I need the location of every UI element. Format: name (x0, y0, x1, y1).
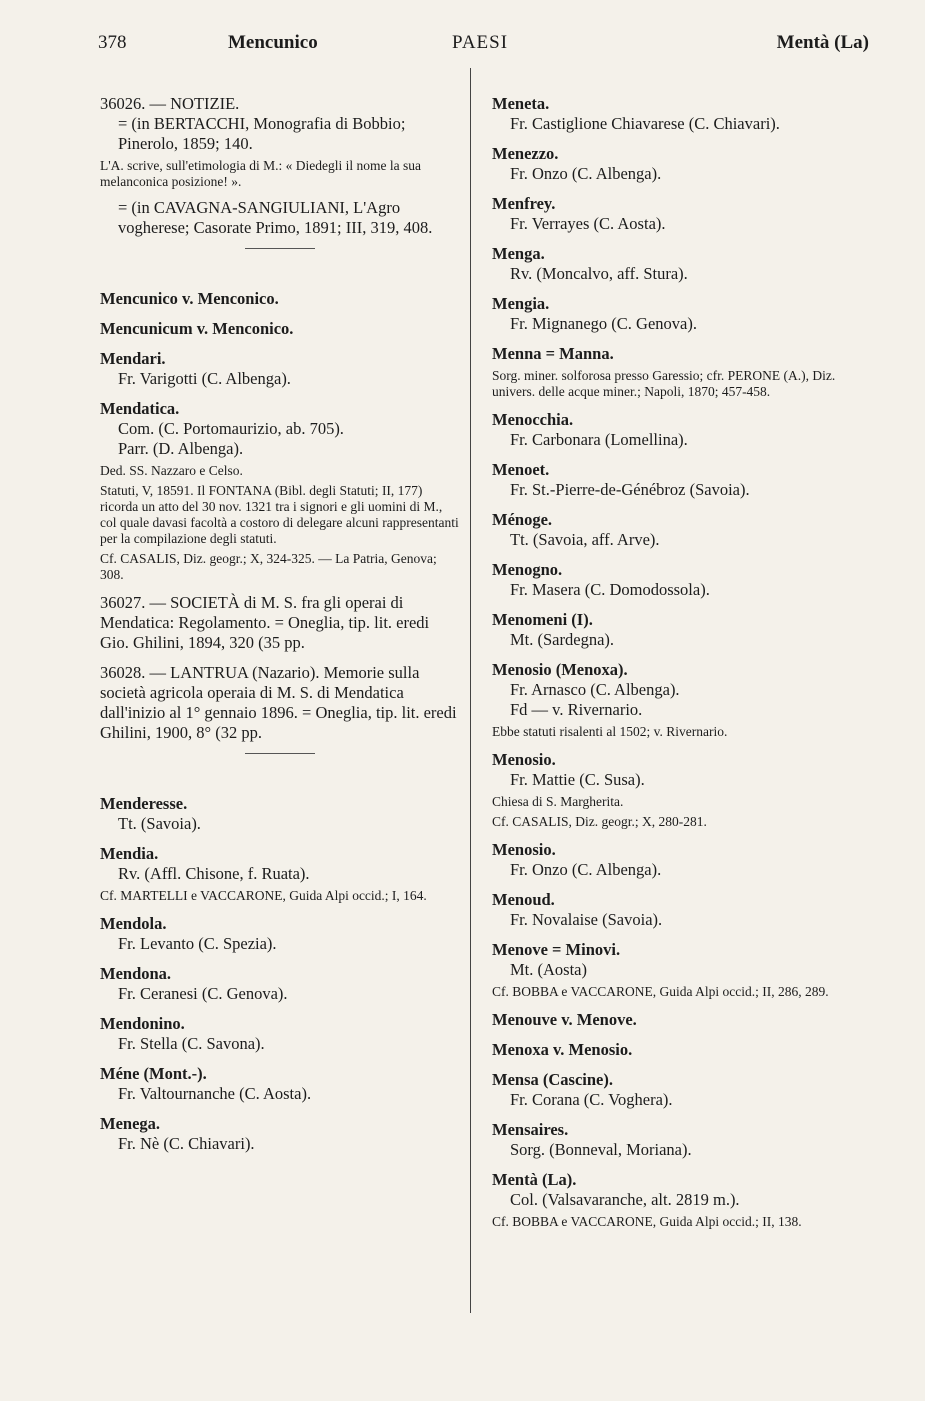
entry-headword: Menouve v. Menove. (492, 1010, 637, 1029)
bib-line: = (in BERTACCHI, Monografia di Bobbio; Pinerolo, 1859; 140. (118, 114, 406, 153)
entry-line: Fr. Masera (C. Domodossola). (510, 580, 710, 599)
entry-note: Statuti, V, 18591. Il FONTANA (Bibl. degli Statuti; II, 177) ricorda un atto del 30 nov. 1321 tra i signori e gli uomini di M., col quale davasi facoltà a costoro di delegare alcuni rappresentanti per la compilazione degli statuti. (100, 483, 459, 546)
entry-headword: Mengia. (492, 294, 550, 313)
entry-headword: Menove = Minovi. (492, 940, 621, 959)
entry-headword: Menderesse. (100, 794, 188, 813)
gazetteer-entry (492, 1010, 870, 1030)
entry-line: Rv. (Affl. Chisone, f. Ruata). (118, 864, 310, 883)
entry-headword: Menezzo. (492, 144, 559, 163)
entry-note: Cf. BOBBA e VACCARONE, Guida Alpi occid.; II, 138. (492, 1214, 802, 1229)
column-divider (470, 68, 471, 1313)
entry-headword: Meneta. (492, 94, 550, 113)
gazetteer-entry (492, 940, 870, 1000)
entry-line: Mt. (Sardegna). (510, 630, 615, 649)
page-number: 378 (98, 32, 127, 53)
gazetteer-entry (492, 1070, 870, 1110)
entry-headword: Menfrey. (492, 194, 556, 213)
gazetteer-entry (492, 344, 870, 400)
entry-note: Cf. CASALIS, Diz. geogr.; X, 280-281. (492, 814, 707, 829)
entry-line: Fr. Varigotti (C. Albenga). (118, 369, 291, 388)
gazetteer-entry (492, 1040, 870, 1060)
gazetteer-entry (492, 610, 870, 650)
header-section: PAESI (452, 32, 509, 53)
separator (245, 248, 315, 249)
gazetteer-entry (492, 510, 870, 550)
right-column (492, 94, 870, 1240)
entry-headword: Mendia. (100, 844, 159, 863)
entry-line: Fr. Carbonara (Lomellina). (510, 430, 688, 449)
gazetteer-entry (492, 1170, 870, 1230)
bib-text: 36028. — LANTRUA (Nazario). Memorie sulla società agricola operaia di M. S. di Mendatica dall'inizio al 1° gennaio 1896. = Oneglia, tip. lit. eredi Ghilini, 1900, 8° (32 pp. (100, 663, 457, 742)
bib-text: 36027. — SOCIETÀ di M. S. fra gli operai di Mendatica: Regolamento. = Oneglia, tip. lit. eredi Gio. Ghilini, 1894, 320 (35 pp. (100, 593, 430, 652)
gazetteer-entry (492, 560, 870, 600)
entry-line: Fr. Valtournanche (C. Aosta). (118, 1084, 312, 1103)
gazetteer-entry (100, 1064, 460, 1104)
bib-number: 36026. — NOTIZIE. (100, 94, 240, 113)
entry-headword: Mendatica. (100, 399, 180, 418)
entry-headword: Mentà (La). (492, 1170, 577, 1189)
entry-line: Fr. St.-Pierre-de-Génébroz (Savoia). (510, 480, 750, 499)
entry-line: Col. (Valsavaranche, alt. 2819 m.). (510, 1190, 740, 1209)
entry-line: Fr. Stella (C. Savona). (118, 1034, 265, 1053)
entry-headword: Mencunicum v. Menconico. (100, 319, 294, 338)
bib-note: L'A. scrive, sull'etimologia di M.: « Diedegli il nome la sua melanconica posizione! ». (100, 158, 421, 189)
gazetteer-entry (492, 750, 870, 830)
separator (245, 753, 315, 754)
gazetteer-entry (492, 1120, 870, 1160)
entry-line: Mt. (Aosta) (510, 960, 587, 979)
entry-headword: Menoet. (492, 460, 550, 479)
entry-line: Fr. Nè (C. Chiavari). (118, 1134, 255, 1153)
entry-headword: Menoxa v. Menosio. (492, 1040, 633, 1059)
entry-note: Sorg. miner. solforosa presso Garessio; cfr. PERONE (A.), Diz. univers. delle acque miner.; Napoli, 1870; 457-458. (492, 368, 836, 399)
entry-line: Fr. Corana (C. Voghera). (510, 1090, 673, 1109)
entry-headword: Menosio. (492, 750, 556, 769)
bib-line: = (in CAVAGNA-SANGIULIANI, L'Agro vogherese; Casorate Primo, 1891; III, 319, 408. (118, 198, 433, 237)
entry-note: Ded. SS. Nazzaro e Celso. (100, 463, 243, 478)
entry-line: Fr. Mignanego (C. Genova). (510, 314, 697, 333)
gazetteer-entry (100, 1014, 460, 1054)
entry-line: Sorg. (Bonneval, Moriana). (510, 1140, 692, 1159)
entry-note: Cf. MARTELLI e VACCARONE, Guida Alpi occid.; I, 164. (100, 888, 427, 903)
page-header (98, 32, 869, 62)
entry-headword: Menosio (Menoxa). (492, 660, 628, 679)
entry-headword: Mensa (Cascine). (492, 1070, 613, 1089)
entry-line: Fr. Onzo (C. Albenga). (510, 164, 662, 183)
entry-line: Fr. Levanto (C. Spezia). (118, 934, 277, 953)
entry-line: Fr. Verrayes (C. Aosta). (510, 214, 666, 233)
gazetteer-entry (100, 914, 460, 954)
entry-headword: Mendonino. (100, 1014, 185, 1033)
entry-line: Fr. Arnasco (C. Albenga). (510, 680, 680, 699)
bib-entry-36028 (100, 663, 460, 743)
bib-entry-36026 (100, 94, 460, 238)
entry-list (100, 794, 460, 1154)
gazetteer-entry (492, 244, 870, 284)
gazetteer-entry (492, 144, 870, 184)
gazetteer-entry (100, 794, 460, 834)
gazetteer-entry (492, 890, 870, 930)
entry-headword: Menomeni (I). (492, 610, 593, 629)
entry-headword: Menoud. (492, 890, 555, 909)
entry-headword: Menosio. (492, 840, 556, 859)
gazetteer-entry (492, 194, 870, 234)
gazetteer-entry (492, 294, 870, 334)
gazetteer-entry (100, 399, 460, 583)
entry-headword: Menna = Manna. (492, 344, 614, 363)
entry-line: Tt. (Savoia, aff. Arve). (510, 530, 660, 549)
entry-list (492, 94, 870, 1230)
bib-entry-36027 (100, 593, 460, 653)
entry-line: Fr. Novalaise (Savoia). (510, 910, 663, 929)
entry-line: Fr. Ceranesi (C. Genova). (118, 984, 288, 1003)
entry-line: Tt. (Savoia). (118, 814, 201, 833)
entry-headword: Mendona. (100, 964, 172, 983)
gazetteer-entry (492, 410, 870, 450)
entry-headword: Méne (Mont.-). (100, 1064, 207, 1083)
entry-headword: Mendola. (100, 914, 167, 933)
entry-line: Fr. Onzo (C. Albenga). (510, 860, 662, 879)
gazetteer-entry (492, 460, 870, 500)
entry-headword: Ménoge. (492, 510, 553, 529)
entry-headword: Menocchia. (492, 410, 574, 429)
entry-line: Parr. (D. Albenga). (118, 439, 244, 458)
entry-line: Fd — v. Rivernario. (510, 700, 643, 719)
left-column (100, 94, 460, 1164)
entry-headword: Mencunico v. Menconico. (100, 289, 279, 308)
entry-line: Fr. Mattie (C. Susa). (510, 770, 645, 789)
gazetteer-entry (100, 844, 460, 904)
entry-note: Cf. CASALIS, Diz. geogr.; X, 324-325. — La Patria, Genova; 308. (100, 551, 437, 582)
entry-headword: Menogno. (492, 560, 563, 579)
gazetteer-entry (100, 349, 460, 389)
entry-line: Com. (C. Portomaurizio, ab. 705). (118, 419, 344, 438)
header-left-word: Mencunico (228, 32, 318, 53)
entry-headword: Mendari. (100, 349, 166, 368)
entry-list (100, 289, 460, 583)
entry-note: Ebbe statuti risalenti al 1502; v. Rivernario. (492, 724, 728, 739)
entry-headword: Menega. (100, 1114, 161, 1133)
entry-note: Cf. BOBBA e VACCARONE, Guida Alpi occid.; II, 286, 289. (492, 984, 829, 999)
header-right-word: Mentà (La) (776, 32, 869, 53)
gazetteer-entry (100, 289, 460, 309)
gazetteer-entry (492, 840, 870, 880)
entry-headword: Mensaires. (492, 1120, 569, 1139)
gazetteer-entry (492, 94, 870, 134)
entry-line: Fr. Castiglione Chiavarese (C. Chiavari). (510, 114, 780, 133)
gazetteer-entry (100, 1114, 460, 1154)
entry-headword: Menga. (492, 244, 545, 263)
gazetteer-entry (492, 660, 870, 740)
gazetteer-entry (100, 319, 460, 339)
gazetteer-entry (100, 964, 460, 1004)
entry-line: Rv. (Moncalvo, aff. Stura). (510, 264, 688, 283)
entry-note: Chiesa di S. Margherita. (492, 794, 624, 809)
